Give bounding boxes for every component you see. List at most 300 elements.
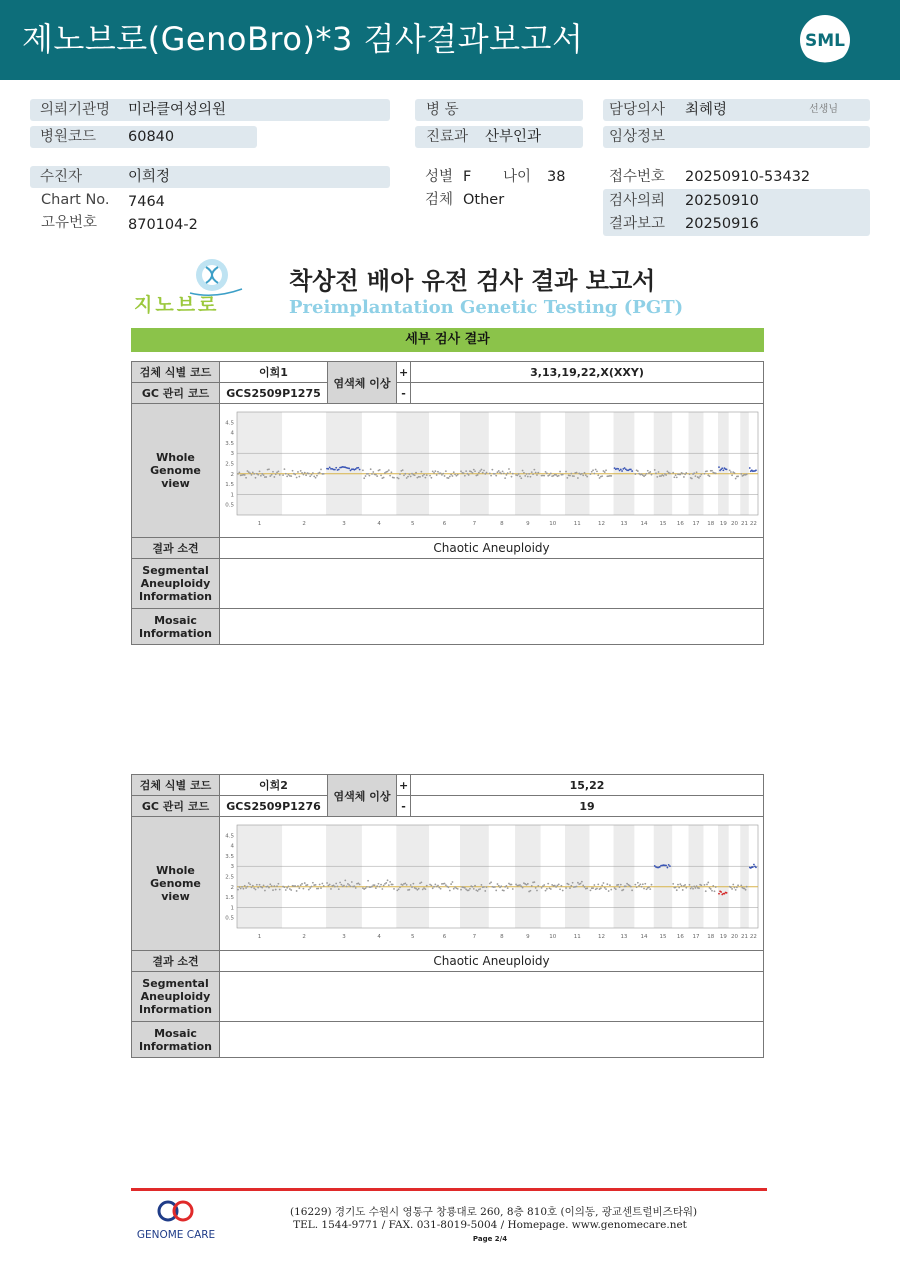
- data-point: [721, 467, 723, 469]
- loss-sign: -: [397, 383, 411, 404]
- whole-genome-chart: [220, 817, 764, 950]
- data-point: [313, 475, 315, 477]
- chromosome-label: 17: [692, 521, 700, 527]
- data-point: [334, 469, 336, 471]
- plot-frame: [237, 412, 758, 515]
- data-point: [577, 477, 579, 479]
- data-point: [249, 883, 251, 885]
- examinee-label: 수진자: [40, 169, 83, 185]
- chromosome-label: 12: [598, 521, 606, 527]
- data-point: [512, 888, 514, 890]
- data-point: [712, 885, 714, 887]
- data-point: [300, 470, 302, 472]
- data-point: [610, 889, 612, 891]
- data-point: [651, 474, 653, 476]
- data-point: [641, 886, 643, 888]
- data-point: [452, 881, 454, 883]
- data-point: [745, 889, 747, 891]
- data-point: [424, 888, 426, 890]
- chromosome-band: [718, 825, 729, 928]
- result-report-label: 결과보고: [609, 216, 666, 232]
- result-report-value: 20250916: [685, 216, 759, 232]
- data-point: [695, 475, 697, 477]
- data-point: [320, 887, 322, 889]
- data-point: [558, 883, 560, 885]
- y-tick-label: 4.5: [225, 833, 234, 840]
- data-point: [453, 471, 455, 473]
- data-point: [253, 473, 255, 475]
- data-point: [569, 475, 571, 477]
- data-point: [691, 478, 693, 480]
- data-point: [593, 473, 595, 475]
- data-point: [433, 886, 435, 888]
- data-point: [271, 885, 273, 887]
- data-point: [706, 884, 708, 886]
- specimen-id-value: 이희2: [220, 775, 328, 796]
- data-point: [683, 476, 685, 478]
- data-point: [430, 884, 432, 886]
- data-point: [398, 478, 400, 480]
- data-point: [619, 886, 621, 888]
- data-point: [576, 886, 578, 888]
- chromosome-label: 14: [640, 521, 648, 527]
- data-point: [256, 884, 258, 886]
- doctor-label: 담당의사: [609, 102, 666, 118]
- data-point: [285, 889, 287, 891]
- data-point: [562, 474, 564, 476]
- unique-no-value: 870104-2: [128, 217, 198, 233]
- report-title-ko: 착상전 배아 유전 검사 결과 보고서: [289, 267, 656, 295]
- data-point: [279, 474, 281, 476]
- data-point: [296, 890, 298, 892]
- data-point: [312, 472, 314, 474]
- data-point: [473, 469, 475, 471]
- mosaic-value: [220, 609, 764, 645]
- data-point: [530, 476, 532, 478]
- data-point: [740, 884, 742, 886]
- data-point: [292, 470, 294, 472]
- data-point: [651, 884, 653, 886]
- data-point: [464, 475, 466, 477]
- test-request-label: 검사의뢰: [609, 193, 666, 209]
- chromosome-label: 11: [573, 521, 581, 527]
- y-tick-label: 2: [230, 471, 234, 478]
- data-point: [700, 884, 702, 886]
- y-tick-label: 3: [230, 451, 234, 458]
- data-point: [509, 471, 511, 473]
- data-point: [248, 882, 250, 884]
- y-tick-label: 2.5: [225, 461, 234, 468]
- data-point: [692, 888, 694, 890]
- chromosome-label: 3: [342, 934, 346, 940]
- chromosome-band: [237, 412, 282, 515]
- data-point: [734, 472, 736, 474]
- data-point: [617, 468, 619, 470]
- data-point: [596, 888, 598, 890]
- data-point: [448, 477, 450, 479]
- data-point: [445, 884, 447, 886]
- data-point: [264, 890, 266, 892]
- data-point: [500, 473, 502, 475]
- data-point: [404, 473, 406, 475]
- y-tick-label: 3.5: [225, 853, 234, 860]
- data-point: [273, 885, 275, 887]
- data-point: [543, 884, 545, 886]
- data-point: [497, 471, 499, 473]
- data-point: [537, 472, 539, 474]
- chromosome-label: 17: [692, 934, 700, 940]
- data-point: [655, 472, 657, 474]
- data-point: [392, 884, 394, 886]
- data-point: [668, 864, 670, 866]
- ward-field: [415, 99, 583, 121]
- y-tick-label: 4: [230, 430, 234, 437]
- sml-logo-text: SML: [805, 31, 845, 51]
- data-point: [582, 885, 584, 887]
- data-point: [710, 888, 712, 890]
- chromosome-label: 6: [442, 934, 447, 940]
- data-point: [590, 473, 592, 475]
- data-point: [524, 475, 526, 477]
- data-point: [251, 474, 253, 476]
- chromosome-band: [718, 412, 729, 515]
- data-point: [729, 469, 731, 471]
- data-point: [348, 468, 350, 470]
- data-point: [290, 475, 292, 477]
- data-point: [329, 884, 331, 886]
- data-point: [420, 471, 422, 473]
- data-point: [630, 469, 632, 471]
- footer-address: (16229) 경기도 수원시 영통구 창룡대로 260, 8층 810호 (이의동, 광교센트럴비즈타워): [290, 1206, 698, 1218]
- data-point: [531, 471, 533, 473]
- ward-label: 병 동: [426, 102, 459, 118]
- receipt-no-label: 접수번호: [609, 169, 666, 185]
- y-tick-label: 1: [230, 905, 234, 912]
- data-point: [484, 473, 486, 475]
- data-point: [422, 889, 424, 891]
- gain-value: 15,22: [411, 775, 764, 796]
- data-point: [387, 471, 389, 473]
- data-point: [732, 884, 734, 886]
- data-point: [244, 885, 246, 887]
- department-label: 진료과: [426, 129, 469, 145]
- data-point: [297, 471, 299, 473]
- data-point: [711, 470, 713, 472]
- chromosome-label: 18: [707, 521, 715, 527]
- data-point: [277, 883, 279, 885]
- data-point: [354, 885, 356, 887]
- data-point: [296, 477, 298, 479]
- data-point: [684, 473, 686, 475]
- doctor-value: 최혜령: [685, 102, 728, 118]
- data-point: [584, 886, 586, 888]
- whole-genome-header: Whole Genome view: [132, 404, 220, 538]
- footer-page: Page 2/4: [472, 1235, 508, 1243]
- data-point: [699, 475, 701, 477]
- data-point: [546, 472, 548, 474]
- data-point: [677, 884, 679, 886]
- data-point: [502, 470, 504, 472]
- data-point: [519, 475, 521, 477]
- data-point: [685, 472, 687, 474]
- finding-header: 결과 소견: [132, 951, 220, 972]
- data-point: [507, 887, 509, 889]
- data-point: [659, 866, 661, 868]
- data-point: [746, 473, 748, 475]
- clinical-info-label: 임상정보: [609, 129, 666, 145]
- data-point: [378, 883, 380, 885]
- data-point: [698, 887, 700, 889]
- data-point: [749, 467, 751, 469]
- y-tick-label: 3: [230, 864, 234, 871]
- data-point: [302, 888, 304, 890]
- data-point: [624, 467, 626, 469]
- chrom-abnormal-header: 염색체 이상: [328, 362, 397, 404]
- data-point: [365, 475, 367, 477]
- data-point: [429, 475, 431, 477]
- data-point: [460, 889, 462, 891]
- data-point: [593, 884, 595, 886]
- y-tick-label: 2: [230, 884, 234, 891]
- chromosome-band: [565, 825, 589, 928]
- data-point: [284, 468, 286, 470]
- specimen-id-value: 이희1: [220, 362, 328, 383]
- genome-care-logo: [128, 1198, 224, 1242]
- gain-value: 3,13,19,22,X(XXY): [411, 362, 764, 383]
- gc-code-value: GCS2509P1275: [220, 383, 328, 404]
- data-point: [263, 884, 265, 886]
- data-point: [679, 474, 681, 476]
- y-tick-label: 1.5: [225, 482, 234, 489]
- data-point: [518, 473, 520, 475]
- chromosome-label: 9: [526, 521, 530, 527]
- data-point: [288, 886, 290, 888]
- chromosome-label: 4: [377, 521, 381, 527]
- data-point: [646, 888, 648, 890]
- y-tick-label: 2.5: [225, 874, 234, 881]
- data-point: [520, 477, 522, 479]
- data-point: [673, 476, 675, 478]
- data-point: [554, 885, 556, 887]
- department-value: 산부인과: [485, 129, 542, 145]
- data-point: [630, 886, 632, 888]
- data-point: [669, 472, 671, 474]
- chromosome-6-points: [429, 470, 458, 479]
- chromosome-label: 2: [302, 934, 306, 940]
- specimen-id-header: 검체 식별 코드: [132, 362, 220, 383]
- data-point: [533, 881, 535, 883]
- data-point: [690, 888, 692, 890]
- specimen-id-header: 검체 식별 코드: [132, 775, 220, 796]
- data-point: [393, 888, 395, 890]
- sex-label: 성별: [425, 169, 454, 185]
- data-point: [407, 476, 409, 478]
- data-point: [312, 882, 314, 884]
- data-point: [329, 466, 331, 468]
- doctor-field: [603, 99, 870, 121]
- data-point: [371, 473, 373, 475]
- receipt-no-value: 20250910-53432: [685, 169, 811, 185]
- data-point: [693, 472, 695, 474]
- data-point: [676, 477, 678, 479]
- chromosome-band: [515, 825, 541, 928]
- data-point: [370, 468, 372, 470]
- data-point: [573, 475, 575, 477]
- y-tick-label: 0.5: [225, 502, 234, 509]
- chromosome-label: 10: [549, 521, 557, 527]
- data-point: [720, 891, 722, 893]
- data-point: [365, 887, 367, 889]
- data-point: [408, 889, 410, 891]
- data-point: [481, 469, 483, 471]
- data-point: [689, 884, 691, 886]
- data-point: [707, 882, 709, 884]
- data-point: [512, 473, 514, 475]
- data-point: [479, 470, 481, 472]
- data-point: [261, 887, 263, 889]
- whole-genome-header: Whole Genome view: [132, 817, 220, 951]
- data-point: [375, 474, 377, 476]
- data-point: [718, 893, 720, 895]
- data-point: [709, 475, 711, 477]
- data-point: [705, 890, 707, 892]
- chromosome-label: 18: [707, 934, 715, 940]
- data-point: [391, 471, 393, 473]
- report-title-en: Preimplantation Genetic Testing (PGT): [289, 297, 684, 318]
- plot-frame: [237, 825, 758, 928]
- report-header: [0, 0, 900, 80]
- data-point: [367, 880, 369, 882]
- data-point: [371, 886, 373, 888]
- data-point: [486, 886, 488, 888]
- data-point: [609, 884, 611, 886]
- data-point: [263, 474, 265, 476]
- data-point: [696, 885, 698, 887]
- chromosome-label: 13: [620, 934, 628, 940]
- footer-divider: [131, 1188, 767, 1191]
- examinee-value: 이희정: [128, 169, 171, 185]
- data-point: [599, 477, 601, 479]
- data-point: [385, 882, 387, 884]
- data-point: [585, 474, 587, 476]
- data-point: [418, 888, 420, 890]
- chromosome-4-points: [362, 879, 395, 890]
- data-point: [277, 470, 279, 472]
- data-point: [472, 472, 474, 474]
- data-point: [255, 889, 257, 891]
- data-point: [498, 885, 500, 887]
- data-point: [685, 887, 687, 889]
- data-point: [319, 472, 321, 474]
- data-point: [559, 888, 561, 890]
- data-point: [432, 887, 434, 889]
- data-point: [288, 474, 290, 476]
- data-point: [689, 473, 691, 475]
- chromosome-band: [460, 825, 489, 928]
- data-point: [452, 475, 454, 477]
- data-point: [506, 885, 508, 887]
- data-point: [592, 469, 594, 471]
- data-point: [608, 890, 610, 892]
- data-point: [522, 470, 524, 472]
- data-point: [474, 885, 476, 887]
- gain-sign: +: [397, 362, 411, 383]
- data-point: [251, 886, 253, 888]
- data-point: [286, 475, 288, 477]
- chromosome-label: 1: [257, 934, 262, 940]
- data-point: [489, 473, 491, 475]
- finding-header: 결과 소견: [132, 538, 220, 559]
- data-point: [523, 472, 525, 474]
- data-point: [506, 474, 508, 476]
- chromosome-label: 7: [472, 521, 477, 527]
- data-point: [399, 886, 401, 888]
- data-point: [535, 887, 537, 889]
- data-point: [581, 881, 583, 883]
- data-point: [375, 887, 377, 889]
- department-field: [415, 126, 583, 148]
- data-point: [531, 885, 533, 887]
- dates-field: [603, 189, 870, 236]
- data-point: [383, 477, 385, 479]
- data-point: [436, 474, 438, 476]
- data-point: [265, 476, 267, 478]
- data-point: [424, 477, 426, 479]
- data-point: [389, 881, 391, 883]
- data-point: [600, 887, 602, 889]
- data-point: [714, 890, 716, 892]
- data-point: [737, 475, 739, 477]
- data-point: [603, 882, 605, 884]
- chromosome-band: [654, 825, 672, 928]
- data-point: [631, 470, 633, 472]
- data-point: [533, 469, 535, 471]
- data-point: [636, 886, 638, 888]
- data-point: [511, 884, 513, 886]
- y-tick-label: 4.5: [225, 420, 234, 427]
- data-point: [669, 865, 671, 867]
- data-point: [272, 889, 274, 891]
- data-point: [479, 888, 481, 890]
- hospital-code-label: 병원코드: [40, 129, 97, 145]
- data-point: [333, 884, 335, 886]
- data-point: [344, 879, 346, 881]
- test-request-value: 20250910: [685, 193, 759, 209]
- data-point: [722, 469, 724, 471]
- footer-contact: TEL. 1544-9771 / FAX. 031-8019-5004 / Homepage. www.genomecare.net: [293, 1219, 687, 1231]
- data-point: [304, 472, 306, 474]
- data-point: [746, 886, 748, 888]
- data-point: [625, 885, 627, 887]
- data-point: [755, 866, 757, 868]
- data-point: [420, 881, 422, 883]
- y-tick-label: 4: [230, 843, 234, 850]
- y-tick-label: 1: [230, 492, 234, 499]
- data-point: [419, 476, 421, 478]
- data-point: [656, 476, 658, 478]
- data-point: [406, 884, 408, 886]
- data-point: [477, 890, 479, 892]
- chromosome-label: 15: [659, 934, 667, 940]
- data-point: [343, 885, 345, 887]
- data-point: [672, 883, 674, 885]
- data-point: [490, 881, 492, 883]
- data-point: [454, 473, 456, 475]
- requesting-org-field: [30, 99, 390, 121]
- data-point: [448, 886, 450, 888]
- data-point: [294, 885, 296, 887]
- gc-code-header: GC 관리 코드: [132, 383, 220, 404]
